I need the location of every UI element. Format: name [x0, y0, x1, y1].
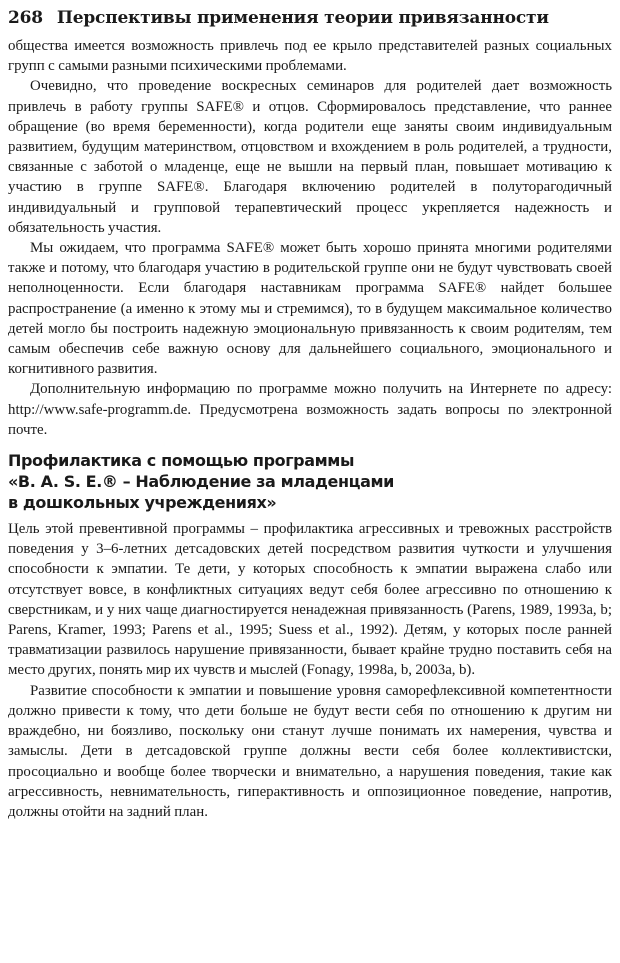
paragraph-continuation: общества имеется возможность привлечь под ее крыло представителей разных социальных групп с самыми разными психическими проблемами.: [8, 38, 612, 75]
paragraph-more-info: Дополнительную информацию по программе можно получить на Интернете по адресу: http://www.safe-programm.de. Предусмотрена возможность задать вопросы по электронной почте.: [8, 381, 612, 438]
running-title: Перспективы применения теории привязанности: [56, 8, 549, 28]
paragraph-empathy-development: Развитие способности к эмпатии и повышение уровня саморефлексивной компетентности должно привести к тому, что дети больше не будут вести себя по отношению к другим ни враждебно, ни боязливо, поскольку они станут лучше понимать их намерения, чувства и замыслы. Дети в детсадовской группе должны вести себя более коллективистски, просоциально и вообще более творчески и внимательно, а нарушения поведения, такие как агрессивность, невнимательность, гиперактивность и оппозиционное поведение, напротив, должны отойти на задний план.: [8, 682, 612, 820]
paragraph-program-goal: Цель этой превентивной программы – профилактика агрессивных и тревожных расстройств поведения у 3–6-летних детсадовских детей посредством развития чуткости и улучшения способности к эмпатии. Те дети, у которых способность к эмпатии выражена слабо или отсутствует вовсе, в конфликтных ситуациях ведут себя более агрессивно по отношению к сверстникам, и у них чаще диагностируется ненадежная привязанность (Parens, 1989, 1993a, b; Parens, Kramer, 1993; Parens et al., 1995; Suess et al., 1992). Детям, у которых после ранней травматизации развилось нарушение привязанности, бывает крайне трудно поставить себя на место других, понять мир их чувств и мыслей (Fonagy, 1998a, b, 2003a, b).: [8, 521, 612, 679]
page-number: 268: [8, 8, 43, 28]
paragraph-seminars: Очевидно, что проведение воскресных семинаров для родителей дает возможность привлечь в работу группы SAFE® и отцов. Сформировалось представление, что раннее обращение (во время беременности), когда родители еще заняты своим индивидуальным развитием, будущим материнством, отцовством и вхождением в роль родителей, а трудности, связанные с заботой о младенце, еще не вышли на первый план, повышает мотивацию к участию в группе SAFE®. Благодаря включению родителей в полуторагодичный индивидуальный и групповой терапевтический процесс укрепляется надежность и обязательность участия.: [8, 78, 612, 236]
running-head: [8, 0, 612, 36]
section-heading-line: Профилактика с помощью программы: [8, 451, 355, 471]
section-heading-line: в дошкольных учреждениях»: [8, 493, 277, 513]
paragraph-expectations: Мы ожидаем, что программа SAFE® может быть хорошо принята многими родителями также и потому, что благодаря участию в родительской группе они не будут чувствовать своей неполноценности. Если благодаря наставникам программа SAFE® найдет большее распространение (а именно к этому мы и стремимся), то в будущем максимальное количество детей могло бы построить надежную эмоциональную привязанность к своим родителям, тем самым обеспечив себе важную основу для дальнейшего социального, эмоционального и когнитивного развития.: [8, 240, 612, 378]
book-page: [8, 0, 612, 963]
section-heading: [8, 450, 612, 513]
section-heading-line: «B. A. S. E.® – Наблюдение за младенцами: [8, 472, 394, 492]
